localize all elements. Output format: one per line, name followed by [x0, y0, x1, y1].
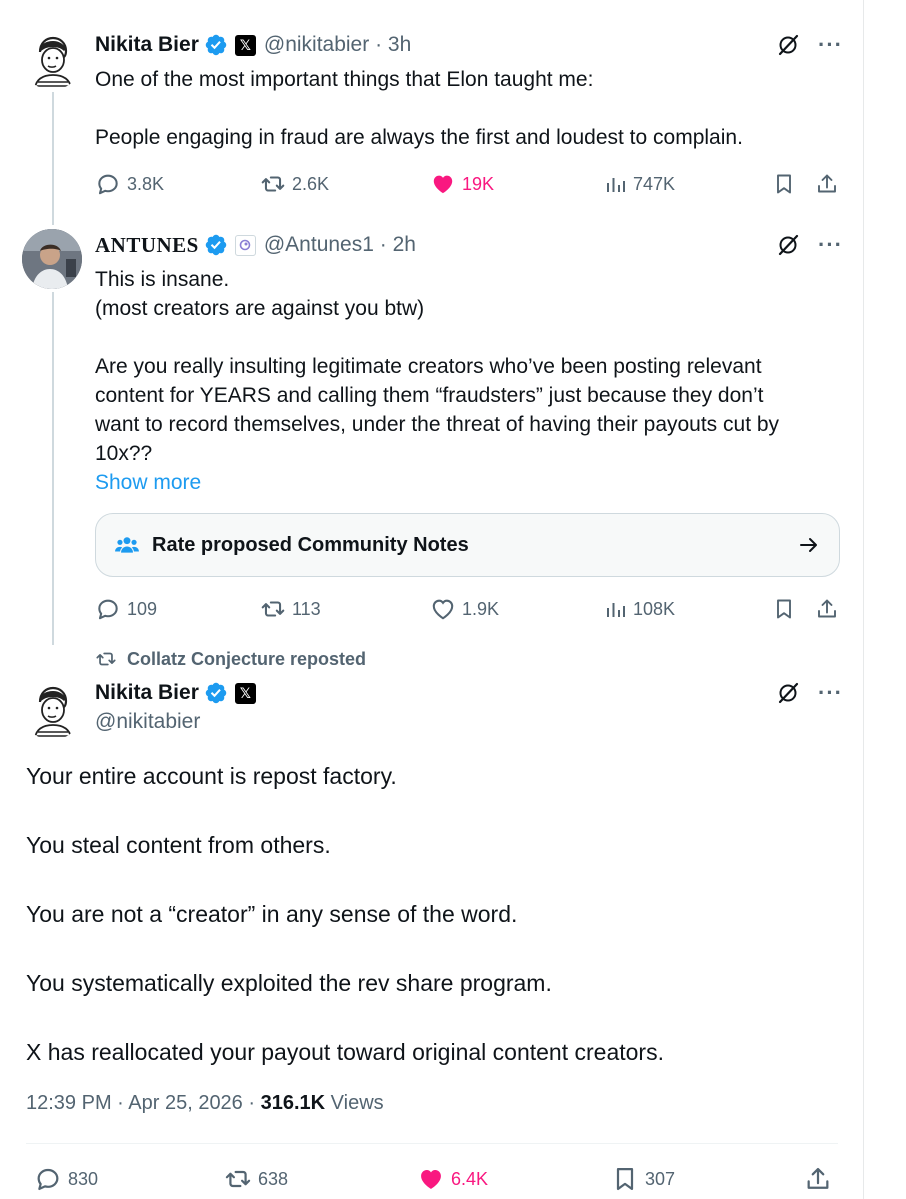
share-icon — [815, 597, 839, 621]
tweet3-line: Your entire account is repost factory. — [26, 763, 397, 789]
repost-icon — [260, 171, 286, 197]
repost-context[interactable] — [95, 648, 366, 670]
reply-count: 109 — [127, 598, 158, 619]
bookmark-button[interactable] — [611, 1164, 675, 1194]
views-count: 747K — [633, 173, 676, 194]
bookmark-icon — [772, 172, 796, 196]
views-button[interactable] — [603, 169, 675, 199]
tweet2-line: Are you really insulting legitimate creators who’ve been posting relevant — [95, 355, 762, 378]
repost-button[interactable] — [260, 169, 329, 199]
cartoon-avatar-icon — [22, 680, 82, 740]
bookmark-button[interactable] — [772, 169, 802, 199]
more-options-icon[interactable]: ··· — [818, 32, 843, 57]
share-icon — [804, 1165, 832, 1193]
community-notes-label: Rate proposed Community Notes — [152, 533, 469, 556]
reply-button[interactable] — [34, 1164, 98, 1194]
tweet1-actions — [95, 169, 840, 199]
tweet2-top-actions — [776, 233, 843, 257]
affiliate-badge-icon — [235, 235, 256, 256]
tweet2-line: content for YEARS and calling them “fraudsters” just because they don’t — [95, 384, 764, 407]
bookmark-icon — [611, 1165, 639, 1193]
thread-connector — [52, 92, 54, 225]
like-button[interactable] — [430, 169, 494, 199]
like-count: 19K — [462, 173, 495, 194]
share-button[interactable] — [815, 594, 845, 624]
views-icon — [603, 597, 627, 621]
photo-avatar-icon — [22, 229, 82, 289]
tweet2-line: want to record themselves, under the threat of having their payouts cut by — [95, 413, 780, 436]
tweet3-line: You steal content from others. — [26, 832, 331, 858]
reply-count: 3.8K — [127, 173, 165, 194]
tweet1-top-actions — [776, 33, 843, 57]
like-button[interactable] — [430, 594, 499, 624]
author-name[interactable]: ANTUNES — [95, 232, 199, 257]
grok-icon[interactable] — [776, 33, 800, 57]
arrow-right-icon — [797, 533, 821, 557]
heart-filled-icon — [417, 1165, 445, 1193]
author-name[interactable]: Nikita Bier — [95, 33, 199, 56]
tweet1-line: One of the most important things that Elon taught me: — [95, 68, 594, 91]
people-icon — [114, 532, 140, 558]
heart-outline-icon — [430, 596, 456, 622]
share-button[interactable] — [804, 1164, 838, 1194]
tweet3-line: X has reallocated your payout toward original content creators. — [26, 1039, 664, 1065]
views-icon — [603, 172, 627, 196]
tweet3-header — [95, 678, 264, 708]
repost-button[interactable] — [260, 594, 321, 624]
tweet-time[interactable]: 2h — [392, 233, 416, 256]
more-options-icon[interactable]: ··· — [818, 680, 843, 705]
views-total: 316.1K — [260, 1092, 326, 1114]
bookmark-icon — [772, 597, 796, 621]
bookmark-button[interactable] — [772, 594, 802, 624]
thread-connector — [52, 292, 54, 645]
verified-icon — [204, 33, 228, 57]
repost-context-label: Collatz Conjecture reposted — [127, 648, 367, 669]
tweet1-text — [95, 65, 835, 152]
reply-button[interactable] — [95, 169, 164, 199]
author-handle[interactable]: @nikitabier — [95, 710, 201, 733]
avatar-nikita[interactable] — [22, 680, 82, 740]
tweet3-top-actions — [776, 681, 843, 705]
reply-icon — [34, 1165, 62, 1193]
views-label: Views — [325, 1092, 384, 1114]
repost-icon — [260, 596, 286, 622]
author-handle[interactable]: @Antunes1 — [263, 233, 374, 256]
repost-count: 113 — [292, 598, 321, 619]
repost-count: 638 — [258, 1168, 289, 1189]
share-button[interactable] — [815, 169, 845, 199]
tweet2-actions — [95, 594, 840, 624]
views-button[interactable] — [603, 594, 675, 624]
tweet2-line: (most creators are against you btw) — [95, 297, 425, 320]
x-affiliate-icon: 𝕏 — [235, 683, 256, 704]
repost-icon — [224, 1165, 252, 1193]
repost-count: 2.6K — [292, 173, 330, 194]
avatar-antunes[interactable] — [22, 229, 82, 289]
reply-count: 830 — [68, 1168, 99, 1189]
tweet2-text — [95, 265, 840, 497]
grok-icon[interactable] — [776, 681, 800, 705]
separator-dot: · — [369, 33, 388, 56]
repost-icon — [95, 648, 117, 670]
tweet3-handle-row — [95, 707, 200, 737]
tweet-timestamp[interactable]: 12:39 PM · Apr 25, 2026 · — [26, 1092, 261, 1114]
cartoon-avatar-icon — [22, 30, 82, 90]
reply-button[interactable] — [95, 594, 157, 624]
heart-filled-icon — [430, 171, 456, 197]
verified-icon — [204, 233, 228, 257]
tweet1-line: People engaging in fraud are always the first and loudest to complain. — [95, 126, 743, 149]
tweet2-header — [95, 230, 416, 260]
tweet3-line: You systematically exploited the rev share program. — [26, 970, 552, 996]
verified-icon — [204, 681, 228, 705]
tweet1-header — [95, 30, 411, 60]
reply-icon — [95, 171, 121, 197]
share-icon — [815, 172, 839, 196]
like-count: 1.9K — [462, 598, 500, 619]
avatar-nikita[interactable] — [22, 30, 82, 90]
grok-icon[interactable] — [776, 233, 800, 257]
author-handle[interactable]: @nikitabier — [263, 33, 370, 56]
author-name[interactable]: Nikita Bier — [95, 681, 199, 704]
tweet-time[interactable]: 3h — [387, 33, 412, 56]
more-options-icon[interactable]: ··· — [818, 232, 843, 257]
like-button[interactable] — [417, 1164, 488, 1194]
separator-dot: · — [373, 233, 393, 256]
tweet2-line: This is insane. — [95, 268, 230, 291]
repost-button[interactable] — [224, 1164, 288, 1194]
tweet3-metadata — [26, 1092, 384, 1115]
reply-icon — [95, 596, 121, 622]
tweet3-line: You are not a “creator” in any sense of the word. — [26, 901, 518, 927]
like-count: 6.4K — [451, 1168, 489, 1189]
bookmark-count: 307 — [645, 1168, 676, 1189]
tweet3-actions — [34, 1164, 834, 1194]
tweet2-line: 10x?? — [95, 442, 153, 465]
show-more-link[interactable]: Show more — [95, 471, 202, 494]
tweet3-text — [26, 762, 846, 1107]
divider — [26, 1143, 838, 1144]
x-affiliate-icon: 𝕏 — [235, 35, 256, 56]
views-count: 108K — [633, 598, 676, 619]
community-notes-card[interactable] — [95, 513, 840, 577]
